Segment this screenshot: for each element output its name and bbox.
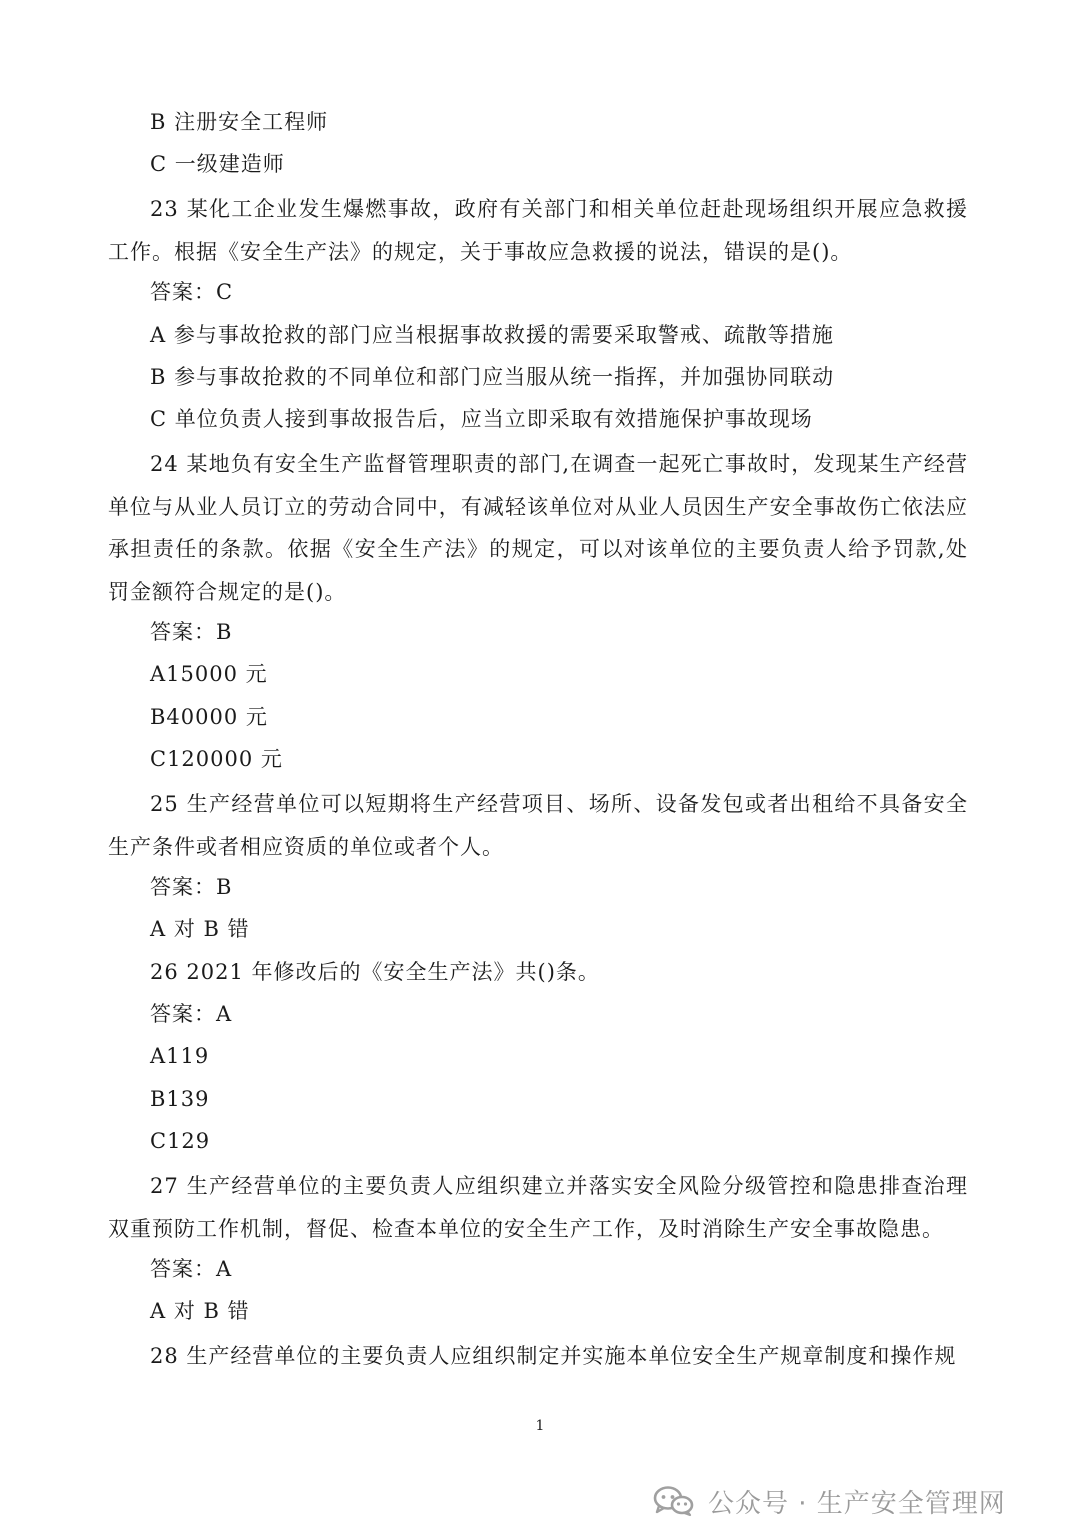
question-23-option-c: C 单位负责人接到事故报告后，应当立即采取有效措施保护事故现场 xyxy=(150,407,813,431)
question-25: 25 生产经营单位可以短期将生产经营项目、场所、设备发包或者出租给不具备安全生产条件或者相应资质的单位或者个人。 xyxy=(108,792,968,859)
answer-23: 答案：C xyxy=(150,280,234,304)
answer-27: 答案：A xyxy=(150,1257,233,1281)
question-27-options: A 对 B 错 xyxy=(150,1299,250,1323)
question-24-option-b: B40000 元 xyxy=(150,705,268,729)
page-number: 1 xyxy=(535,1418,545,1434)
answer-25: 答案：B xyxy=(150,875,233,899)
answer-24: 答案：B xyxy=(150,620,233,644)
question-27: 27 生产经营单位的主要负责人应组织建立并落实安全风险分级管控和隐患排查治理双重预防工作机制，督促、检查本单位的安全生产工作，及时消除生产安全事故隐患。 xyxy=(108,1174,968,1241)
option-b-line: B 注册安全工程师 xyxy=(150,110,329,134)
question-23-option-a: A 参与事故抢救的部门应当根据事故救援的需要采取警戒、疏散等措施 xyxy=(150,323,834,347)
option-c-line: C 一级建造师 xyxy=(150,152,285,176)
watermark xyxy=(652,1478,1006,1524)
question-28: 28 生产经营单位的主要负责人应组织制定并实施本单位安全生产规章制度和操作规 xyxy=(150,1344,957,1368)
question-24-option-a: A15000 元 xyxy=(150,662,268,686)
wechat-icon xyxy=(652,1485,694,1517)
watermark-text: 公众号 · 生产安全管理网 xyxy=(708,1488,1006,1519)
question-23-option-b: B 参与事故抢救的不同单位和部门应当服从统一指挥，并加强协同联动 xyxy=(150,365,835,389)
question-24: 24 某地负有安全生产监督管理职责的部门,在调查一起死亡事故时，发现某生产经营单位与从业人员订立的劳动合同中，有减轻该单位对从业人员因生产安全事故伤亡依法应承担责任的条款。依据《安全生产法》的规定，可以对该单位的主要负责人给予罚款,处罚金额符合规定的是()。 xyxy=(108,452,968,604)
question-26: 26 2021 年修改后的《安全生产法》共()条。 xyxy=(150,960,600,984)
question-26-option-c: C129 xyxy=(150,1129,211,1153)
answer-26: 答案：A xyxy=(150,1002,233,1026)
question-25-options: A 对 B 错 xyxy=(150,917,250,941)
question-23: 23 某化工企业发生爆燃事故，政府有关部门和相关单位赶赴现场组织开展应急救援工作。根据《安全生产法》的规定，关于事故应急救援的说法，错误的是()。 xyxy=(108,197,968,264)
question-26-option-b: B139 xyxy=(150,1087,210,1111)
question-24-option-c: C120000 元 xyxy=(150,747,283,771)
question-26-option-a: A119 xyxy=(150,1044,210,1068)
